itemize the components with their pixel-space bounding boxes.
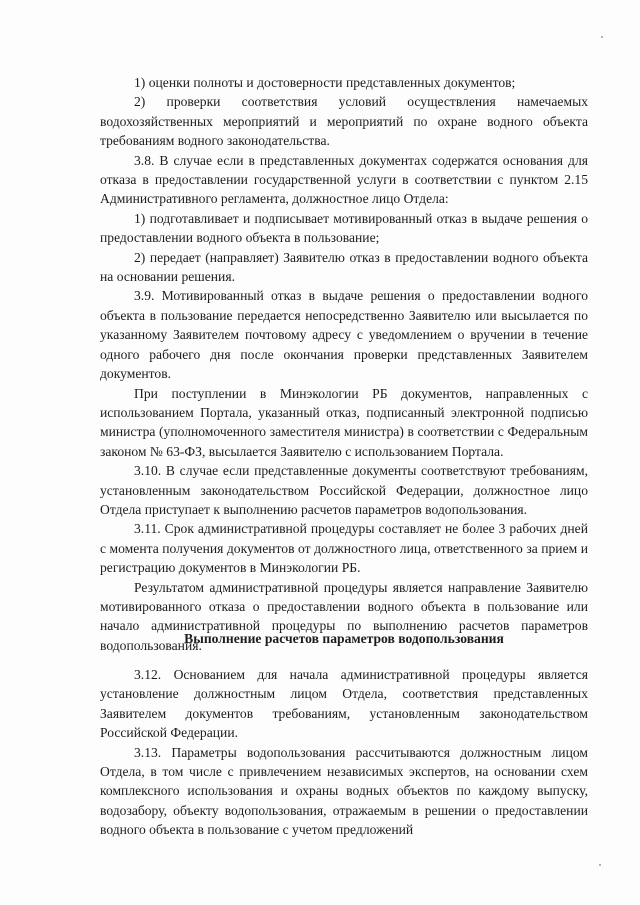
paragraph-3-12: 3.12. Основанием для начала административной процедуры является установление должностным лицом Отдела, соответствия представленных Заявителем документов требованиям, установленным законодательством Российской Федерации. xyxy=(100,667,588,741)
paragraph-3-10: 3.10. В случае если представленные документы соответствуют требованиям, установленным законодательством Российской Федерации, должностное лицо Отдела приступает к выполнению расчетов параметров водопользования. xyxy=(100,463,588,517)
scan-speck xyxy=(601,36,603,38)
scan-speck xyxy=(599,864,601,866)
document-body-top xyxy=(100,73,588,655)
paragraph-item-2-compliance-check: 2) проверки соответствия условий осуществления намечаемых водохозяйственных мероприятий и мероприятий по охране водного объекта требованиям водного законодательства. xyxy=(100,94,588,149)
paragraph-3-8-item-1: 1) подготавливает и подписывает мотивированный отказ в выдаче решения о предоставлении водного объекта в пользование; xyxy=(100,210,588,246)
paragraph-portal-refusal: При поступлении в Минэкологии РБ документов, направленных с использованием Портала, указанный отказ, подписанный электронной подписью министра (уполномоченного заместителя министра) в соответствии с Федеральным законом № 63-ФЗ, высылается Заявителю с использованием Портала. xyxy=(100,385,588,459)
section-heading: Выполнение расчетов параметров водопользования xyxy=(184,631,504,646)
paragraph-3-9: 3.9. Мотивированный отказ в выдаче решения о предоставлении водного объекта в пользование передается непосредственно Заявителю или высылается по указанному Заявителем почтовому адресу с уведомлением о вручении в течение одного рабочего дня после окончания проверки представленных Заявителем документов. xyxy=(100,288,588,382)
document-body-bottom xyxy=(100,665,588,840)
paragraph-item-1-assessment: 1) оценки полноты и достоверности представленных документов; xyxy=(134,75,516,90)
paragraph-3-11: 3.11. Срок административной процедуры составляет не более 3 рабочих дней с момента получения документов от должностного лица, ответственного за прием и регистрацию документов в Минэкологии РБ. xyxy=(100,521,588,576)
paragraph-3-8-item-2: 2) передает (направляет) Заявителю отказ в предоставлении водного объекта на основании решения. xyxy=(100,249,588,285)
paragraph-3-13: 3.13. Параметры водопользования рассчитываются должностным лицом Отдела, в том числе с привлечением независимых экспертов, на основании схем комплексного использования и охраны водных объектов по каждому выпуску, водозабору, объекту водопользования, отражаемым в решении о предоставлении водного объекта в пользование с учетом предложений xyxy=(100,744,588,838)
paragraph-3-8: 3.8. В случае если в представленных документах содержатся основания для отказа в предоставлении государственной услуги в соответствии с пунктом 2.15 Административного регламента, должностное лицо Отдела: xyxy=(100,152,588,207)
paragraph-procedure-result: Результатом административной процедуры является направление Заявителю мотивированного отказа о предоставлении водного объекта в пользование или начало административной процедуры по выполнению расчетов параметров водопользования. xyxy=(100,579,588,653)
